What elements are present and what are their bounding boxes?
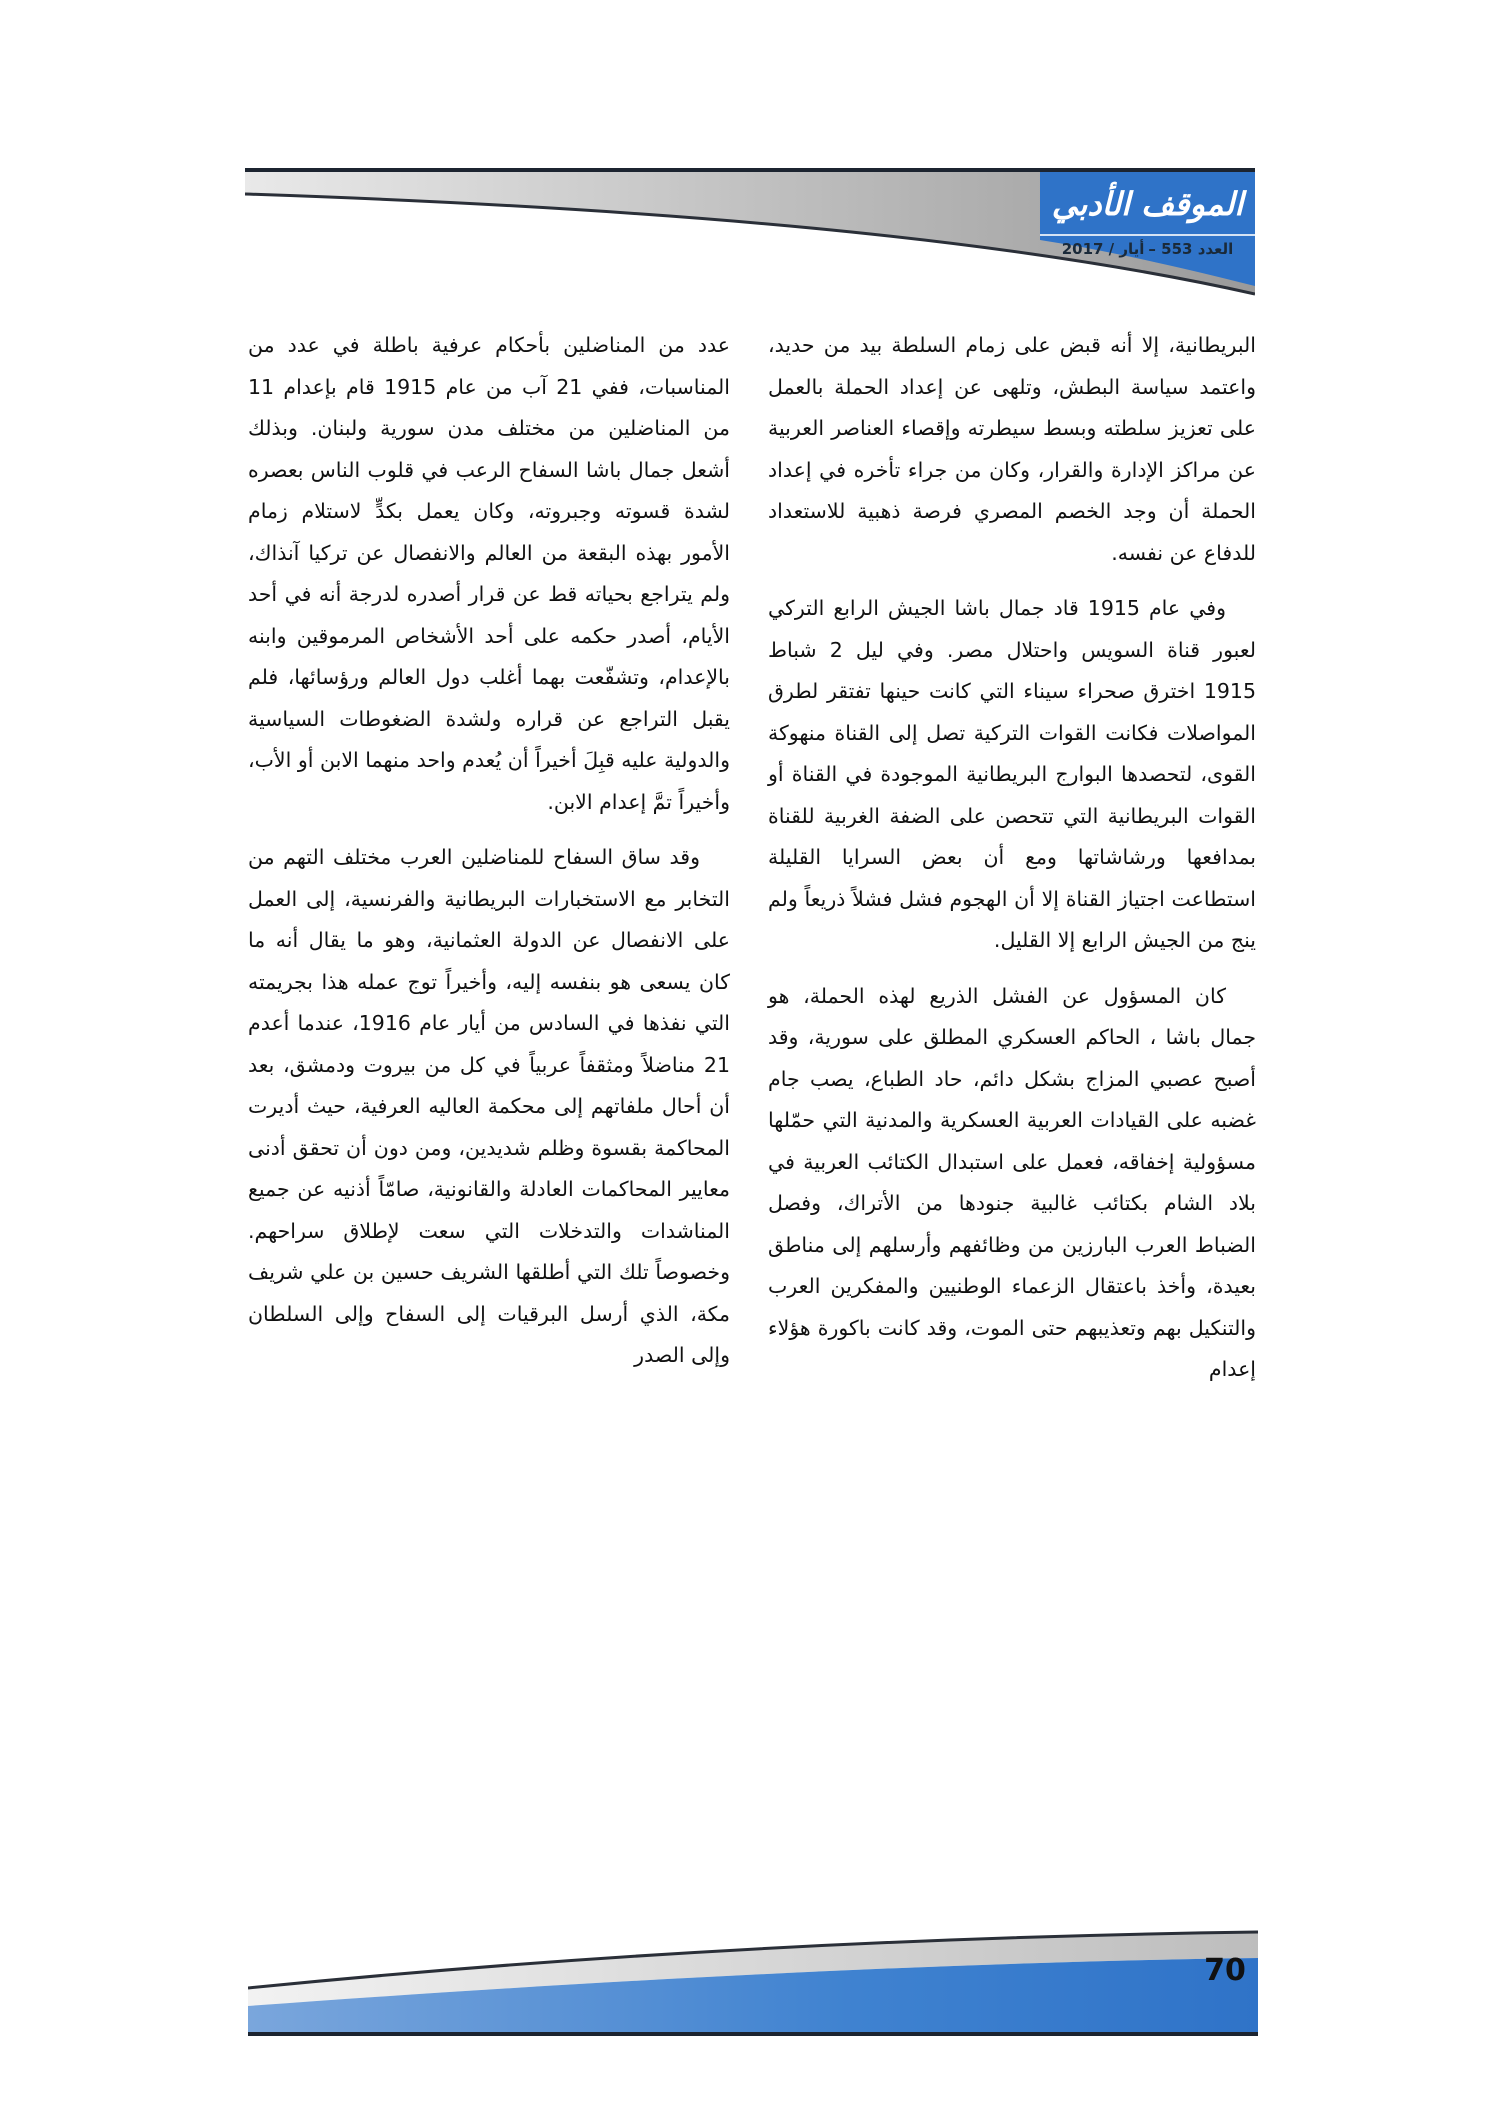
issue-info xyxy=(1040,236,1255,262)
page-number: 70 xyxy=(1204,1952,1246,1988)
article-paragraph: البريطانية، إلا أنه قبض على زمام السلطة بيد من حديد، واعتمد سياسة البطش، وتلهى عن إعداد الحملة بالعمل على تعزيز سلطته وبسط سيطرته وإقصاء العناصر العربية عن مراكز الإدارة والقرار، وكان من جراء تأخره في إعداد الحملة أن وجد الخصم المصري فرصة ذهبية للاستعداد للدفاع عن نفسه. xyxy=(768,333,1256,565)
footer-bottom-rule xyxy=(248,2032,1258,2036)
article-column-left xyxy=(248,325,730,1391)
article-paragraph: وقد ساق السفاح للمناضلين العرب مختلف التهم من التخابر مع الاستخبارات البريطانية والفرنسية، إلى العمل على الانفصال عن الدولة العثمانية، وهو ما يقال أنه ما كان يسعى هو بنفسه إليه، وأخيراً توج عمله هذا بجريمته التي نفذها في السادس من أيار عام 1916، عندما أعدم 21 مناضلاً ومثقفاً عربياً في كل من بيروت ودمشق، بعد أن أحال ملفاتهم إلى محكمة العاليه العرفية، حيث أديرت المحاكمة بقسوة وظلم شديدين، ومن دون أن تحقق أدنى معايير المحاكمات العادلة والقانونية، صامّاً أذنيه عن جميع المناشدات والتدخلات التي سعت لإطلاق سراحهم. وخصوصاً تلك التي أطلقها الشريف حسين بن علي شريف مكة، الذي أرسل البرقيات إلى السفاح وإلى السلطان وإلى الصدر xyxy=(248,845,730,1367)
article-paragraph: عدد من المناضلين بأحكام عرفية باطلة في عدد من المناسبات، ففي 21 آب من عام 1915 قام بإعدام 11 من المناضلين من مختلف مدن سورية ولبنان. وبذلك أشعل جمال باشا السفاح الرعب في قلوب الناس بعصره لشدة قسوته وجبروته، وكان يعمل بكدٍّ لاستلام زمام الأمور بهذه البقعة من العالم والانفصال عن تركيا آنذاك، ولم يتراجع بحياته قط عن قرار أصدره لدرجة أنه في أحد الأيام، أصدر حكمه على أحد الأشخاص المرموقين وابنه بالإعدام، وتشفّعت بهما أغلب دول العالم ورؤسائها، فلم يقبل التراجع عن قراره ولشدة الضغوطات السياسية والدولية عليه قبِلَ أخيراً أن يُعدم واحد منهما الابن أو الأب، وأخيراً تمَّ إعدام الابن. xyxy=(248,333,730,814)
issue-date: أيار / 2017 xyxy=(1061,240,1145,258)
article-paragraph: وفي عام 1915 قاد جمال باشا الجيش الرابع التركي لعبور قناة السويس واحتلال مصر. وفي ليل 2 شباط 1915 اخترق صحراء سيناء التي كانت حينها تفتقر لطرق المواصلات فكانت القوات التركية تصل إلى القناة منهوكة القوى، لتحصدها البوارج البريطانية الموجودة في القناة أو القوات البريطانية التي تتحصن على الضفة الغربية للقناة بمدافعها ورشاشاتها ومع أن بعض السرايا القليلة استطاعت اجتياز القناة إلا أن الهجوم فشل فشلاً ذريعاً ولم ينج من الجيش الرابع إلا القليل. xyxy=(768,596,1256,952)
logo-text: الموقف الأدبي xyxy=(1051,185,1244,223)
article-paragraph: كان المسؤول عن الفشل الذريع لهذه الحملة، هو جمال باشا ، الحاكم العسكري المطلق على سورية، وقد أصبح عصبي المزاج بشكل دائم، حاد الطباع، يصب جام غضبه على القيادات العربية العسكرية والمدنية التي حمّلها مسؤولية إخفاقه، فعمل على استبدال الكتائب العربية في بلاد الشام بكتائب غالبية جنودها من الأتراك، وفصل الضباط العرب البارزين من وظائفهم وأرسلهم إلى مناطق بعيدة، وأخذ باعتقال الزعماء الوطنيين والمفكرين العرب والتنكيل بهم وتعذيبهم حتى الموت، وقد كانت باكورة هؤلاء إعدام xyxy=(768,983,1256,1381)
magazine-logo xyxy=(1040,168,1255,240)
footer-swoosh-graphic xyxy=(248,1928,1258,2038)
issue-number: العدد 553 – xyxy=(1148,240,1234,258)
article-column-right xyxy=(768,325,1256,1405)
footer-banner xyxy=(248,1928,1258,2038)
